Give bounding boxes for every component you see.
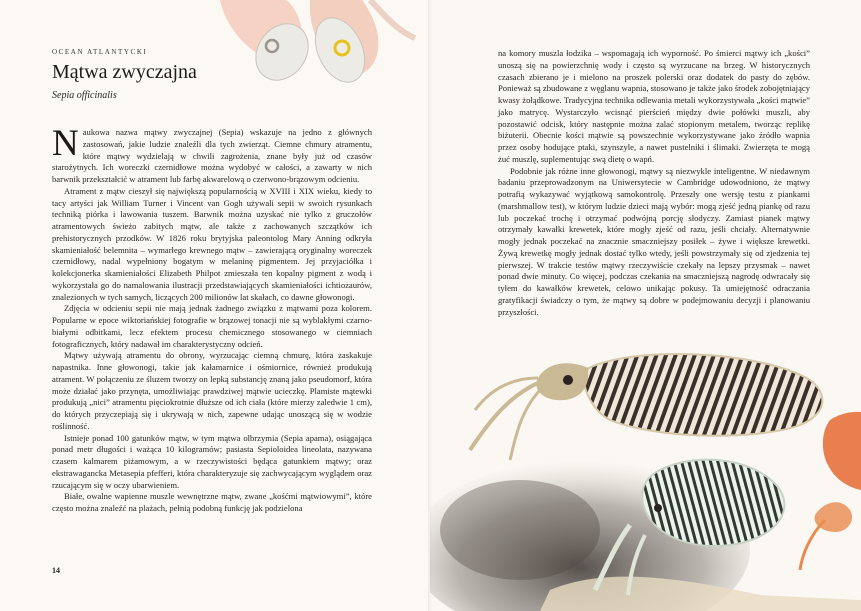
paragraph: Naukowa nazwa mątwy zwyczajnej (Sepia) wskazuje na jedno z głównych zastosowań, jakie ludzie znaleźli dla tych zwierząt. Ciemne chmury atramentu, które mątwy wydzielają w chwili zagrożenia, znane były już od czasów starożytnych. Ich woreczki czernidłowe można wydobyć w całości, a zawarty w nich barwnik przekształcić w atrament lub farbę akwarelową o czerwono-brązowym odcieniu. bbox=[52, 123, 372, 184]
section-label: OCEAN ATLANTYCKI bbox=[52, 48, 148, 56]
page-number: 14 bbox=[52, 566, 60, 575]
paragraph: na komory muszla łodzika – wspomagają ich wyporność. Po śmierci mątwy ich „kości” unoszą się na powierzchnię wody i często są wyrzucane na brzeg. W historycznych czasach zbierano je i mielono na proszek polerski oraz dodatek do pasty do zębów. Ponieważ są zbudowane z węglanu wapnia, stosowano je także jako środek zobojętniający kwasy żołądkowe. Tradycyjna technika odlewania metali wykorzystywała „kości mątwie” jako matrycę. Wystarczyło wcisnąć pierścień między dwie połówki muszli, aby pozostawić odcisk, który następnie można zalać stopionym metalem, tworząc replikę biżuterii. Obecnie kości mątwie są powszechnie wykorzystywane jako źródło wapnia przez osoby hodujące ptaki, szynszyle, a nawet pustelniki i ślimaki. Zwierzęta te mogą żuć muszlę, suplementując swą dietę o wapń. bbox=[498, 48, 810, 164]
left-text-column bbox=[52, 123, 372, 515]
right-text-column bbox=[498, 48, 810, 318]
paragraph: Atrament z mątw cieszył się największą popularnością w XVIII i XIX wieku, kiedy to tacy artyści jak William Turner i Vincent van Gogh używali sepii w swoich rysunkach techniką piórka i lawowania tuszem. Barwnik można uzyskać nie tylko z gruczołów atramentowych świeżo zabitych mątw, ale także z zachowanych szczątków ich prehistorycznych przodków. W 1826 roku brytyjska paleontolog Mary Anning odkryła skamieniałość belemnita – wymarłego krewnego mątw – zawierającą oryginalny woreczek czernidłowy, nadal wypełniony bogatym w melaninę pigmentem. Jej przyjaciółka i kolekcjonerka skamieniałości Elizabeth Philpot zmieszała ten kopalny pigment z wodą i wykorzystała go do namalowania ilustracji przedstawiających skamieniałości ichtiozaurów, znalezionych w tych samych, liczących 200 milionów lat skałach, co dawne głowonogi. bbox=[52, 185, 372, 302]
paragraph: Istnieje ponad 100 gatunków mątw, w tym mątwa olbrzymia (Sepia apama), osiągająca ponad metr długości i ważąca 10 kilogramów; pasiasta Sepioloidea lineolata, nazywana czasem kalmarem piżamowym, a w rzeczywistości będąca gatunkiem mątwy; oraz ekstrawagancka Metasepia pfefferi, która charakteryzuje się zachwycającym wyglądem oraz rzucającym się w oczy ubarwieniem. bbox=[52, 432, 372, 490]
cuttlefish-illustration bbox=[430, 340, 861, 611]
drop-cap: N bbox=[52, 123, 79, 164]
paragraph: Podobnie jak różne inne głowonogi, mątwy są niezwykle inteligentne. W niedawnym badaniu przeprowadzonym na Uniwersytecie w Cambridge udowodniono, że mątwy potrafią wykazywać wyjątkową samokontrolę. Przeszły one wersję testu z piankami (marshmallow test), w którym ludzie dzieci mają wybór: mogą zjeść jedną piankę od razu lub poczekać trochę i otrzymać podwójną porcję słodyczy. Zamiast pianek mątwy otrzymały kawałki krewetek, które mogły zjeść od razu, jeśli chciały. Alternatywnie mogły jednak poczekać na znacznie smaczniejszy posiłek – żywe i większe krewetki. Żywą krewetkę mogły jednak dostać tylko wtedy, jeśli powstrzymały się od zjedzenia tej pierwszej. W trakcie testów mątwy rzeczywiście czekały na lepszy przysmak – nawet ponad dwie minuty. Co więcej, podczas czekania na smaczniejszą nagrodę odwracały się tyłem do kawałków krewetek, celowo unikając pokusy. Ta umiejętność odraczania gratyfikacji świadczy o tym, że mątwy są dobre w podejmowaniu decyzji i planowaniu przyszłości. bbox=[498, 165, 810, 317]
paragraph: Zdjęcia w odcieniu sepii nie mają jednak żadnego związku z mątwami poza kolorem. Popularne w epoce wiktoriańskiej fotografie w brązowej tonacji nie są wyblakłymi czarno-białymi odbitkami, lecz efektem procesu chemicznego stosowanego w ciemniach fotograficznych, który nadawał im charakterystyczny odcień. bbox=[52, 303, 372, 349]
page-title: Mątwa zwyczajna bbox=[52, 61, 197, 83]
paragraph: Mątwy używają atramentu do obrony, wyrzucając ciemną chmurę, która zaskakuje napastnika. Inne głowonogi, takie jak kałamarnice i ośmiornice, również produkują atrament. W połączeniu ze śluzem tworzy on lepką substancję znaną jako pseudomorf, która może działać jako przynęta, umożliwiając prawdziwej mątwie ucieczkę. Plamiste mątewki produkują „nici” atramentu pięciokrotnie dłuższe od ich ciała (które mierzy zaledwie 1 cm), do których przyczepiają się i ukrywają w nich, zapewne udając unoszącą się w wodzie roślinność. bbox=[52, 350, 372, 431]
latin-name: Sepia officinalis bbox=[52, 90, 117, 101]
left-page bbox=[0, 0, 430, 611]
cuttlebone-hands-illustration bbox=[190, 0, 420, 105]
paragraph: Białe, owalne wapienne muszle wewnętrzne mątw, zwane „kośćmi mątwiowymi”, które często można znaleźć na plażach, pełnią podobną funkcję jak podzielona bbox=[52, 491, 372, 513]
